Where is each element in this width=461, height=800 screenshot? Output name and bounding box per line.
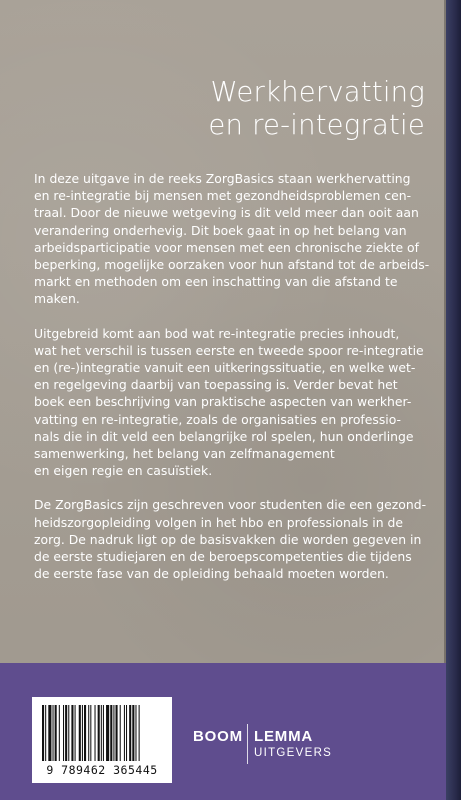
blurb-line: verandering onderhevig. Dit boek gaat in op het belang van — [34, 222, 407, 238]
blurb-line: In deze uitgave in de reeks ZorgBasics staan werkhervatting — [34, 171, 411, 186]
barcode-bar — [63, 705, 64, 761]
blurb-line: en eigen regie en casuïstiek. — [34, 463, 213, 479]
barcode-bar — [98, 705, 100, 761]
blurb-line: zorg. De nadruk ligt op de basisvakken die worden gegeven in — [34, 531, 422, 547]
barcode-bar — [82, 705, 83, 761]
barcode-bar — [68, 705, 69, 761]
barcode-bar — [42, 705, 44, 761]
title-line-1: Werkhervatting — [210, 76, 425, 108]
publisher-uitgevers: UITGEVERS — [254, 747, 333, 759]
barcode-bar — [65, 705, 67, 761]
barcode-bar — [59, 705, 60, 761]
blurb-line: boek een beschrijving van praktische aspecten van werkher- — [34, 394, 412, 410]
blurb-paragraph — [34, 496, 427, 582]
barcode-bar — [135, 705, 136, 761]
barcode-bar — [126, 705, 127, 761]
publisher-lemma: LEMMA — [254, 728, 313, 745]
barcode-bar — [55, 705, 57, 761]
barcode-bar — [84, 705, 86, 761]
blurb-line: De ZorgBasics zijn geschreven voor studenten die een gezond- — [34, 497, 427, 513]
blurb-line: wat het verschil is tussen eerste en tweede spoor re-integratie — [34, 342, 424, 358]
blurb-paragraph — [34, 325, 424, 480]
barcode-bar — [53, 705, 54, 761]
barcode-bar — [106, 705, 109, 761]
barcode — [32, 697, 172, 783]
publisher-boom: BOOM — [193, 728, 243, 745]
barcode-bar — [95, 705, 96, 761]
barcode-bar — [132, 705, 134, 761]
blurb-line: beperking, mogelijke oorzaken voor hun afstand tot de arbeids- — [34, 257, 430, 273]
barcode-bar — [90, 705, 91, 761]
blurb-line: maken. — [34, 291, 80, 307]
barcode-bar — [113, 705, 114, 761]
barcode-bar — [116, 705, 118, 761]
barcode-bar — [110, 705, 112, 761]
blurb-line: nals die in dit veld een belangrijke rol spelen, hun onderlinge — [34, 428, 414, 444]
blurb-line: en regelgeving daarbij van toepassing is. Verder bevat het — [34, 377, 398, 393]
barcode-bar — [88, 705, 89, 761]
barcode-bar — [103, 705, 104, 761]
title-line-2: en re-integratie — [208, 109, 425, 141]
barcode-bar — [101, 705, 102, 761]
blurb-line: heidszorgopleiding volgen in het hbo en professionals in de — [34, 514, 403, 530]
barcode-bar — [139, 705, 140, 761]
barcode-bar — [75, 705, 76, 761]
barcode-bar — [48, 705, 51, 761]
book-title — [208, 76, 425, 142]
barcode-bars — [40, 705, 164, 763]
isbn-number: 9 789462 365445 — [46, 763, 158, 777]
book-spine — [446, 0, 461, 800]
barcode-bar — [71, 705, 73, 761]
blurb-line: en re-integratie bij mensen met gezondheidsproblemen cen- — [34, 188, 412, 204]
blurb-line: de eerste studiejaren en de beroepscompetenties die tijdens — [34, 549, 412, 565]
blurb-line: traal. Door de nieuwe wetgeving is dit veld meer dan ooit aan — [34, 205, 419, 221]
blurb-line: samenwerking, het belang van zelfmanagement — [34, 446, 335, 462]
blurb-line: vatting en re-integratie, zoals de organisaties en professio- — [34, 411, 402, 427]
blurb-line: markt en methoden om een inschatting van die afstand te — [34, 274, 398, 290]
barcode-bar — [45, 705, 46, 761]
publisher-divider — [247, 724, 248, 764]
blurb-line: arbeidsparticipatie voor mensen met een chronische ziekte of — [34, 239, 419, 255]
blurb-line: de eerste fase van de opleiding behaald moeten worden. — [34, 566, 389, 582]
barcode-bar — [79, 705, 81, 761]
blurb-line: Uitgebreid komt aan bod wat re-integratie precies inhoudt, — [34, 325, 400, 341]
barcode-bar — [124, 705, 125, 761]
barcode-bar — [120, 705, 121, 761]
blurb-line: en (re-)integratie vanuit een uitkeringssituatie, en welke wet- — [34, 360, 416, 376]
barcode-bar — [129, 705, 131, 761]
blurb-paragraph — [34, 170, 430, 308]
blurb-text — [34, 170, 430, 599]
